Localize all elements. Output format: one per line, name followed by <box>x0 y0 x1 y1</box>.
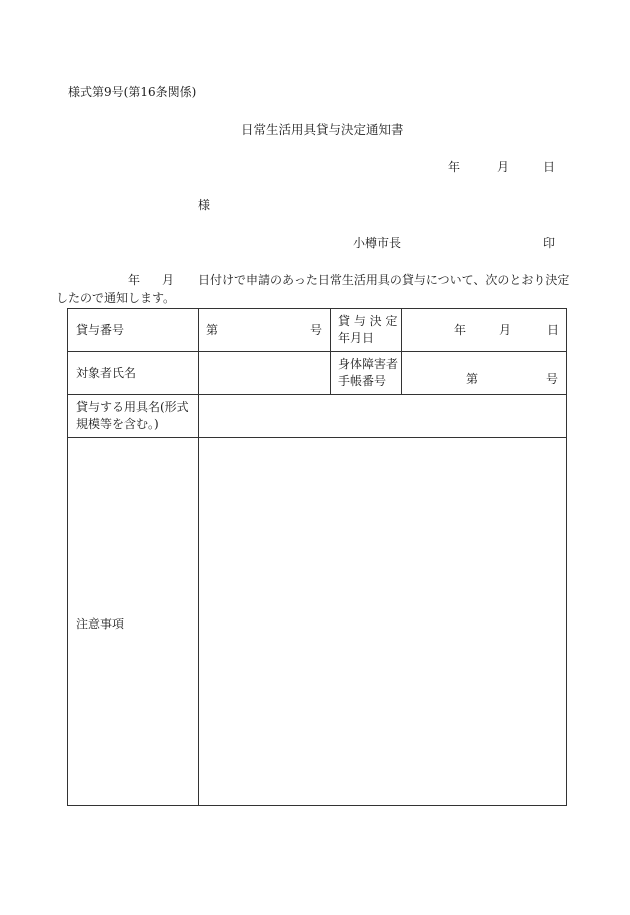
recipient-name-cell[interactable] <box>199 352 331 395</box>
loan-number-cell[interactable] <box>199 309 331 352</box>
decision-date-cell[interactable] <box>402 309 567 352</box>
recipient-suffix: 様 <box>198 198 211 212</box>
loan-details-table <box>67 308 567 806</box>
table-row-recipient <box>68 352 567 395</box>
table-row-equipment <box>68 395 567 438</box>
issue-date-month: 月 <box>497 160 510 174</box>
document-title: 日常生活用具貸与決定通知書 <box>241 122 404 137</box>
handbook-number-suffix: 号 <box>545 372 558 386</box>
handbook-number-label <box>331 352 402 395</box>
decision-date-label-line1: 貸 与 決 定 <box>338 314 398 328</box>
equipment-name-label-line2: 規模等を含む。) <box>76 417 159 431</box>
issuer-name: 小樽市長 <box>353 236 402 250</box>
equipment-name-label <box>68 395 199 438</box>
body-text-line2: したので通知します。 <box>56 291 176 305</box>
handbook-number-cell[interactable] <box>402 352 567 395</box>
issue-date-year: 年 <box>448 160 461 174</box>
decision-date-label <box>331 309 402 352</box>
loan-number-label: 貸与番号 <box>68 309 199 352</box>
notes-cell[interactable] <box>199 438 567 806</box>
loan-number-prefix: 第 <box>206 323 219 337</box>
recipient-name-label: 対象者氏名 <box>68 352 199 395</box>
loan-number-suffix: 号 <box>309 323 322 337</box>
body-text-line1: 日付けで申請のあった日常生活用具の貸与について、次のとおり決定 <box>198 273 570 287</box>
equipment-name-label-line1: 貸与する用具名(形式 <box>76 400 189 414</box>
handbook-number-prefix: 第 <box>466 372 479 386</box>
issuer-seal: 印 <box>543 236 556 250</box>
issue-date-line <box>0 161 630 175</box>
decision-date-day: 日 <box>547 323 560 337</box>
body-month: 月 <box>162 273 175 287</box>
body-year: 年 <box>128 273 141 287</box>
decision-date-year: 年 <box>454 323 467 337</box>
form-number: 様式第9号(第16条関係) <box>68 85 197 99</box>
decision-date-month: 月 <box>499 323 512 337</box>
equipment-name-cell[interactable] <box>199 395 567 438</box>
handbook-number-label-line2: 手帳番号 <box>338 374 387 388</box>
table-row-notes <box>68 438 567 806</box>
notes-label: 注意事項 <box>68 438 199 806</box>
decision-date-label-line2: 年月日 <box>338 331 375 345</box>
handbook-number-label-line1: 身体障害者 <box>338 357 399 371</box>
table-row-loan-number <box>68 309 567 352</box>
issue-date-day: 日 <box>543 160 556 174</box>
